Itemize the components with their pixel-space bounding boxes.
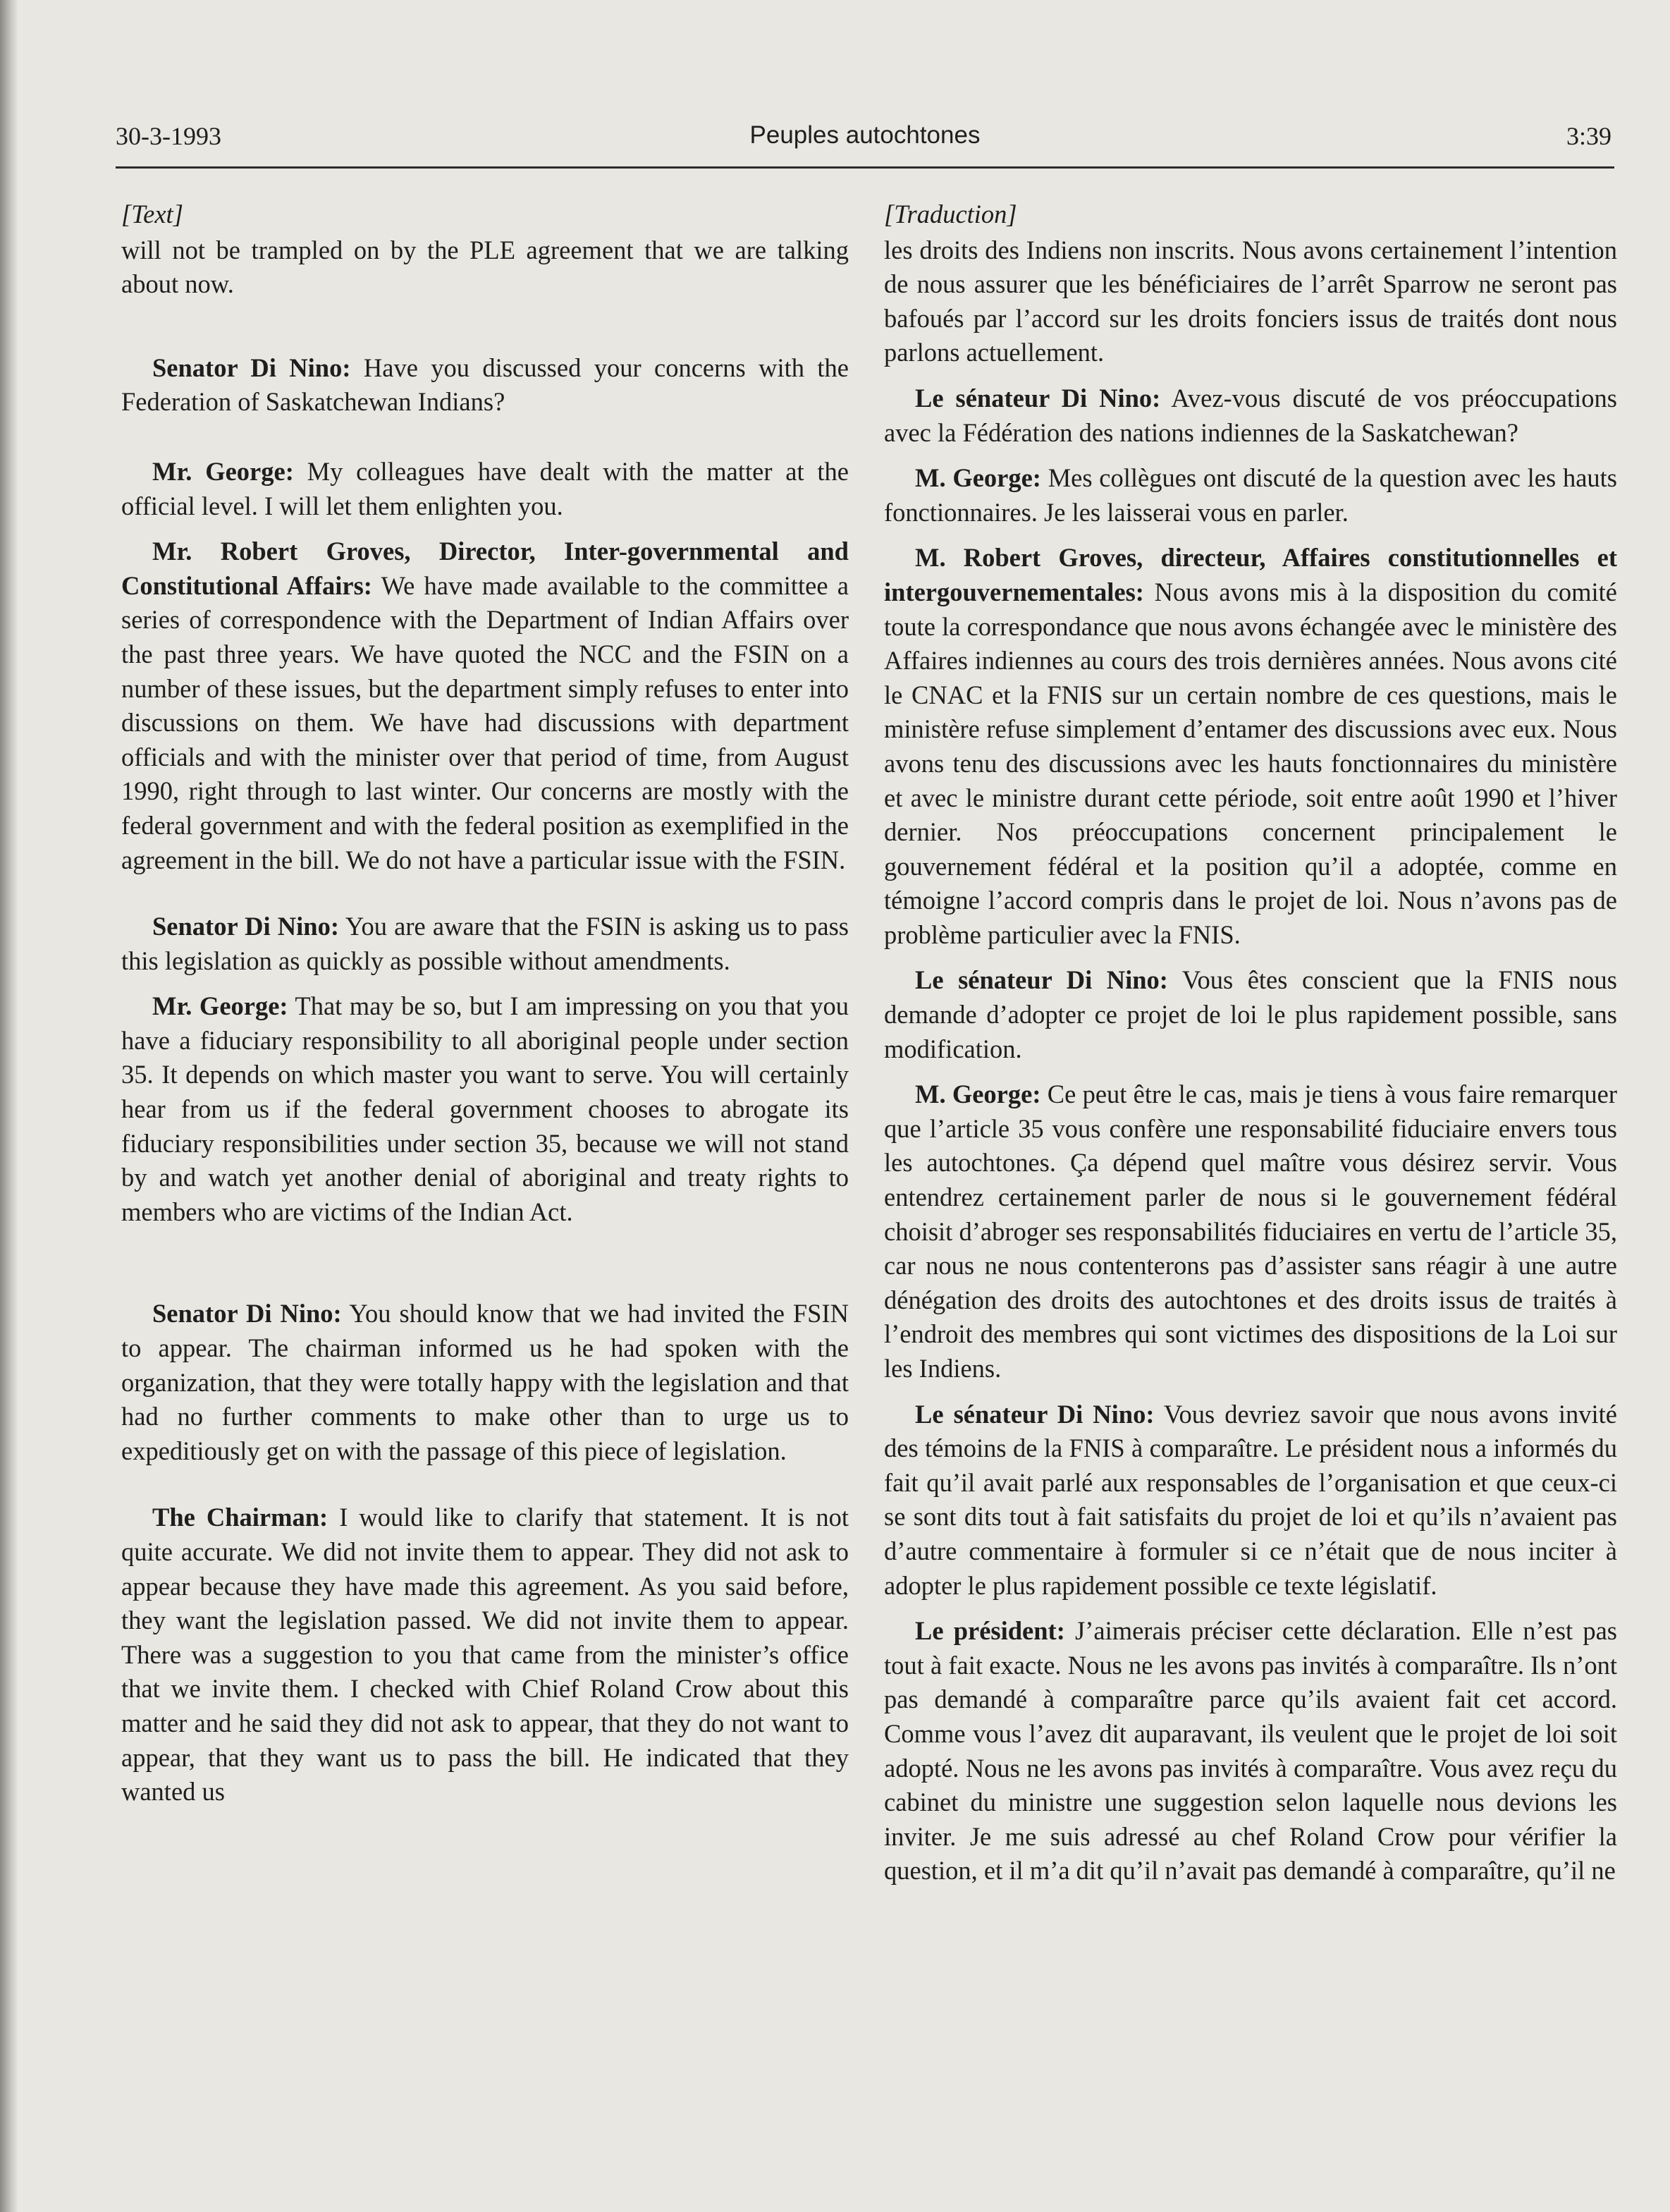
testimony-text: Have you discussed your concerns with the Federation of Saskatchewan Indians? [121, 353, 849, 417]
testimony-paragraph [121, 1501, 849, 1809]
speaker-name: M. George: [915, 463, 1041, 493]
testimony-paragraph [121, 910, 849, 978]
speaker-name: The Chairman: [152, 1503, 329, 1532]
testimony-text: My colleagues have dealt with the matter at the official level. I will let them enlighten you. [121, 456, 849, 520]
testimony-text: We have made available to the committee a series of correspondence with the Department of Indian Affairs over the past three years. We have quoted the NCC and the FSIN on a number of these issues, but the department simply refuses to enter into discussions on them. We have had discussions with department officials and with the minister over that period of time, from August 1990, right through to last winter. Our concerns are mostly with the federal government and with the federal position as exemplified in the agreement in the bill. We do not have a particular issue with the FSIN. [121, 570, 849, 874]
header-page-number: 3:39 [1566, 122, 1611, 150]
speaker-name: Mr. George: [152, 991, 288, 1021]
testimony-text: Vous êtes conscient que la FNIS nous demande d’adopter ce projet de loi le plus rapidement possible, sans modification. [884, 965, 1617, 1063]
testimony-paragraph [884, 1398, 1617, 1603]
speaker-name: Le sénateur Di Nino: [915, 1399, 1155, 1429]
french-column [884, 197, 1617, 1900]
english-column [121, 197, 849, 1821]
testimony-text: Nous avons mis à la disposition du comité toute la correspondance que nous avons échangée avec le ministère des Affaires indiennes au cours des trois dernières années. Nous avons cité le CNAC et la FNIS sur un certain nombre de ces questions, mais le ministère refuse simplement d’entamer des discussions avec eux. Nous avons tenu des discussions avec les hauts fonctionnaires du ministère et avec le ministre durant cette période, soit entre août 1990 et l’hiver dernier. Nos préoccupations concernent principalement le gouvernement fédéral et la position qu’il a adoptée, comme en témoigne l’accord compris dans le projet de loi. Nous n’avons pas de problème particulier avec la FNIS. [884, 577, 1617, 949]
header-date: 30-3-1993 [116, 122, 221, 150]
speaker-name: M. George: [915, 1080, 1041, 1109]
testimony-text: Ce peut être le cas, mais je tiens à vous faire remarquer que l’article 35 vous confère une responsabilité fiduciaire envers tous les autochtones. Ça dépend quel maître vous désirez servir. Vous entendrez certainement parler de nous si le gouvernement fédéral choisit d’abroger ses responsabilités fiduciaires en vertu de l’article 35, car nous ne nous contenterons pas d’assister sans réagir à une autre dénégation des droits des autochtones et des droits issus de traités à l’endroit des membres qui sont victimes des dispositions de la Loi sur les Indiens. [884, 1080, 1617, 1383]
testimony-text: That may be so, but I am impressing on you that you have a fiduciary responsibility to all aboriginal people under section 35. It depends on which master you want to serve. You will certainly hear from us if the federal government chooses to abrogate its fiduciary responsibilities under section 35, because we will not stand by and watch yet another denial of aboriginal and treaty rights to members who are victims of the Indian Act. [121, 991, 849, 1226]
speaker-name: Mr. George: [152, 456, 294, 486]
speaker-name: Le sénateur Di Nino: [915, 383, 1161, 413]
testimony-paragraph [884, 963, 1617, 1066]
testimony-paragraph [884, 461, 1617, 530]
testimony-paragraph [121, 455, 849, 523]
speaker-name: Le sénateur Di Nino: [915, 965, 1168, 995]
speaker-name: Le président: [915, 1616, 1065, 1646]
testimony-paragraph [121, 351, 849, 420]
page-binding-shadow [0, 0, 18, 2212]
testimony-paragraph [121, 989, 849, 1229]
testimony-text: Avez-vous discuté de vos préoccupations avec la Fédération des nations indiennes de la Saskatchewan? [884, 383, 1617, 447]
speaker-name: Mr. Robert Groves, Director, Inter-governmental and Constitutional Affairs: [121, 537, 849, 600]
testimony-paragraph [121, 534, 849, 877]
speaker-name: Senator Di Nino: [152, 912, 340, 941]
testimony-text: Vous devriez savoir que nous avons invité des témoins de la FNIS à comparaître. Le président nous a informés du fait qu’il avait parlé aux responsables de l’organisation et que ceux-ci se sont dits tout à fait satisfaits du projet de loi et qu’ils n’avaient pas d’autre commentaire à formuler si ce n’était que de nous inciter à adopter le plus rapidement possible ce texte législatif. [884, 1399, 1617, 1600]
testimony-paragraph [884, 1077, 1617, 1386]
continuation-paragraph: les droits des Indiens non inscrits. Nous avons certainement l’intention de nous assurer que les bénéficiaires de l’arrêt Sparrow ne seront pas bafoués par l’accord sur les droits fonciers issus de traités dont nous parlons actuellement. [884, 235, 1617, 367]
language-marker: [Traduction] [884, 200, 1017, 228]
testimony-text: You are aware that the FSIN is asking us to pass this legislation as quickly as possible without amendments. [121, 912, 849, 975]
testimony-text: J’aimerais préciser cette déclaration. Elle n’est pas tout à fait exacte. Nous ne les avons pas invités à comparaître. Ils n’ont pas demandé à comparaître parce qu’ils avaient fait cet accord. Comme vous l’avez dit auparavant, ils veulent que le projet de loi soit adopté. Nous ne les avons pas invités à comparaître. Vous avez reçu du cabinet du ministre une suggestion selon laquelle nous devions les inviter. Je me suis adressé au chef Roland Crow pour vérifier la question, et il m’a dit qu’il n’avait pas demandé à comparaître, qu’il ne [884, 1616, 1617, 1886]
testimony-paragraph [884, 381, 1617, 450]
testimony-paragraph [884, 1614, 1617, 1888]
language-marker: [Text] [121, 200, 183, 228]
speaker-name: Senator Di Nino: [152, 1299, 342, 1328]
testimony-text: Mes collègues ont discuté de la question avec les hauts fonctionnaires. Je les laisserai vous en parler. [884, 463, 1617, 527]
testimony-text: I would like to clarify that statement. It is not quite accurate. We did not invite them to appear. They did not ask to appear because they have made this agreement. As you said before, they want the legislation passed. We did not invite them to appear. There was a suggestion to you that came from the minister’s office that we invite them. I checked with Chief Roland Crow about this matter and he said they did not ask to appear, that they do not want to appear, that they want us to pass the bill. He indicated that they wanted us [121, 1503, 849, 1807]
testimony-paragraph [121, 1297, 849, 1468]
testimony-text: You should know that we had invited the FSIN to appear. The chairman informed us he had spoken with the organization, that they were totally happy with the legislation and that had no further comments to make other than to urge us to expeditiously get on with the passage of this piece of legislation. [121, 1299, 849, 1465]
header-title: Peuples autochtones [749, 121, 981, 149]
speaker-name: Senator Di Nino: [152, 353, 351, 382]
continuation-paragraph: will not be trampled on by the PLE agreement that we are talking about now. [121, 235, 849, 299]
testimony-paragraph [884, 541, 1617, 952]
header-rule [116, 166, 1614, 169]
running-header [116, 121, 1614, 164]
speaker-name: M. Robert Groves, directeur, Affaires constitutionnelles et intergouvernementales: [884, 543, 1617, 606]
